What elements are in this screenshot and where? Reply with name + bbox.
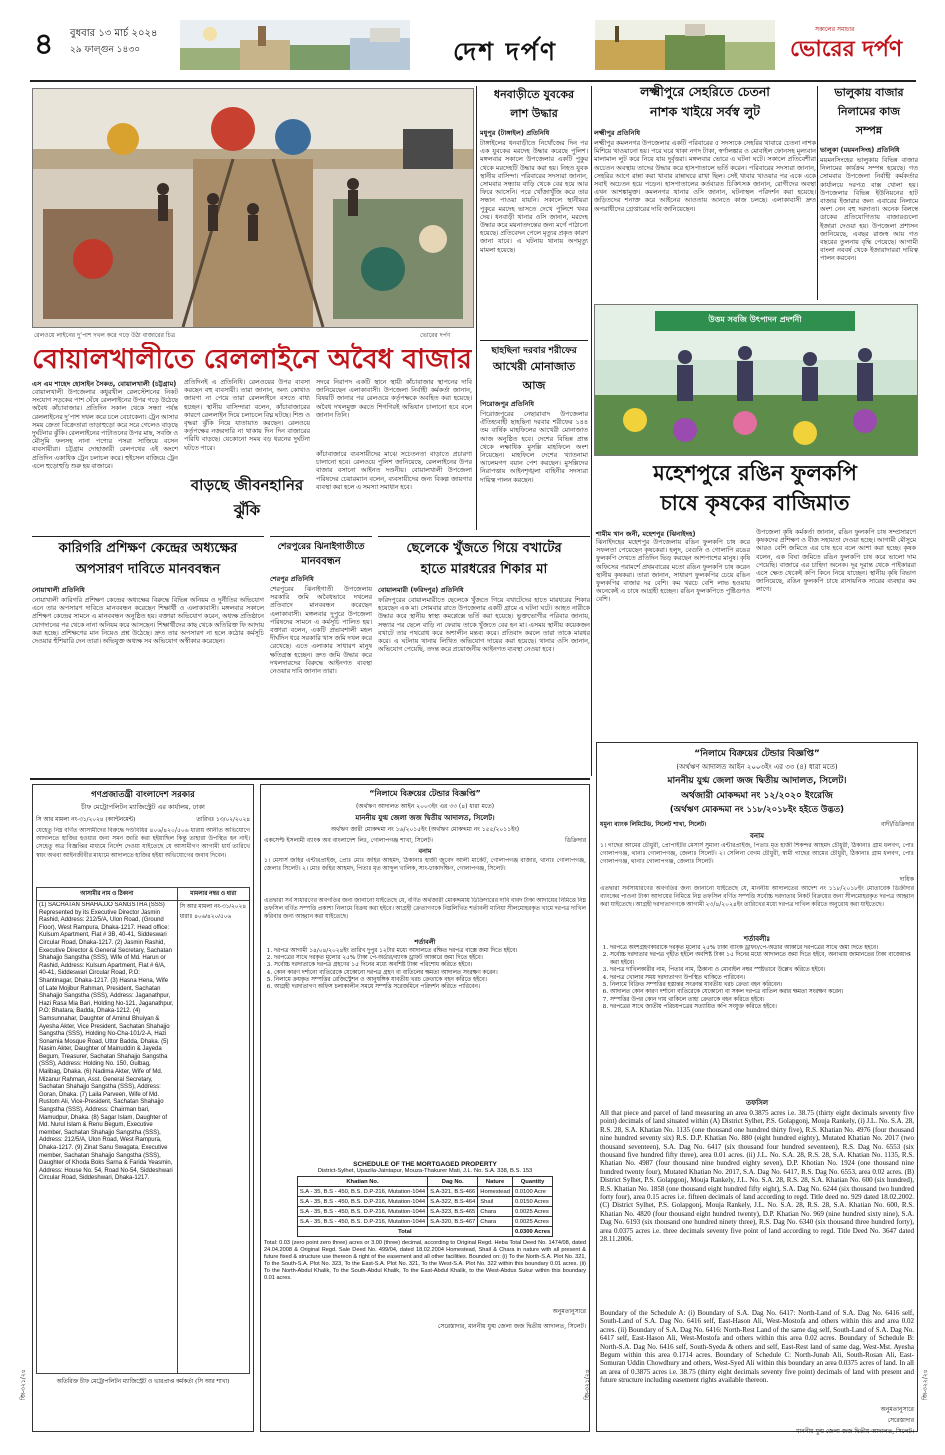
list-item: 1. দরপত্র আগামী ১৪/০৪/২০২৪ইং তারিখ দুপুর ১২টার মধ্যে আদালতে রক্ষিত দরপত্র বাক্সে জমা দিতে হইবে। — [274, 948, 586, 955]
paper-tagline: সকালের সমাচার — [815, 26, 855, 33]
accused-list — [37, 901, 178, 1374]
notice-right-side-code: জি-৩২২/২৪ — [922, 1369, 929, 1400]
column-header: Dag No. — [428, 1177, 478, 1187]
notice-left-subtitle: চীফ মেট্রোপলিটন ম্যাজিস্ট্রেট এর কার্যালয়, ঢাকা — [81, 803, 205, 811]
notice-left-accused-table — [36, 887, 250, 1374]
paper-name: ভোরের দর্পণ — [790, 37, 903, 62]
column-header: Khatian No. — [297, 1177, 427, 1187]
notice-mid-schedule-sub: District-Sylhet, Upazila-Jaintapur, Mouza-Thakurer Mati, J.L. No. S.A. 338, B.S. 153 — [317, 1168, 533, 1175]
bhaluka-headline-2: নিলামের কাজ — [837, 105, 901, 118]
notice-right-versus: বনাম — [750, 832, 764, 840]
notice-right-conditions-title: শর্তাবলীঃ — [743, 935, 771, 943]
notice-left-title: গণপ্রজাতন্ত্রী বাংলাদেশ সরকার — [91, 790, 195, 800]
notice-mid-case-no: অর্থঋণ জারী মোকদ্দমা নং ১৬/২০১৫ইং (অর্থঋণ মোকদ্দমা নং ১৫৫/২০১১ইং) — [330, 826, 520, 833]
lakshmipur-body: লক্ষ্মীপুর কমলনগর উপজেলার একটি পরিবারের ৫ সদস্যকে সেহরির খাবারে চেতনা নাশক মিশিয়ে খাওয়ানো হয়। পরে ঘরে থাকা নগদ টাকা, স্বর্ণালঙ্কার ও মোবাইল ফোনসহ মূল্যবান মালামাল লুট করে নিয়ে যায় দুর্বৃত্তরা। মঙ্গলবার ভোরে এ ঘটনা ঘটে। সকালে প্রতিবেশীরা অচেতন অবস্থায় তাদের উদ্ধার করে হাসপাতালে ভর্তি করেন। পরিবারের সদস্যরা জানান, সেহরির আগে রান্না করা খাবার রান্নাঘরে রাখা ছিল। সেই খাবার খাওয়ার পর একে একে সবাই অচেতন হয়ে পড়েন। হাসপাতালের কর্তব্যরত চিকিৎসক জানান, রোগীদের অবস্থা এখন আশঙ্কামুক্ত। কমলনগর থানার ওসি জানান, ঘটনাস্থল পরিদর্শন করা হয়েছে। জড়িতদের শনাক্ত করে আইনের আওতায় আনতে কাজ চলছে। এলাকাবাসী দ্রুত অপরাধীদের গ্রেপ্তারের দাবি জানিয়েছেন। — [594, 139, 816, 213]
notice-mid-conditions-title: শর্তাবলী — [414, 938, 436, 946]
date-line-2: ২৯ ফাল্গুন ১৪৩০ — [70, 45, 141, 55]
table-cell: S.A-321, B.S-466 — [428, 1187, 478, 1197]
notice-left-side-code: জি-৩২১/২৪ — [20, 1369, 27, 1400]
column-header: আসামীর নাম ও ঠিকানা — [37, 888, 178, 901]
page-number: ৪ — [34, 27, 54, 62]
cauliflower-byline: শামীম খান জনী, মহেশপুর (ঝিনাইদহ) — [596, 530, 696, 538]
date-line-1: বুধবার ১৩ মার্চ ২০২৪ — [70, 28, 158, 39]
notice-mid-law: (অর্থঋণ আদালত আইন ২০০৩ইং এর ৩৩ (৪) ধারা মতে) — [355, 803, 495, 810]
masthead-left-photos — [180, 20, 410, 70]
prayer-byline: পিরোজপুর প্রতিনিধি — [480, 400, 535, 408]
masthead-right-photos — [595, 20, 775, 70]
table-cell: S.A - 35, B.S - 450, B.S. D.P-216, Mutation-1044 — [297, 1217, 427, 1227]
table-cell: Homestead — [478, 1187, 513, 1197]
notice-right-signoff-2: সেরেস্তাদার — [887, 1417, 914, 1424]
table-cell: S.A - 35, B.S - 450, B.S. D.P-216, Mutation-1044 — [297, 1197, 427, 1207]
notice-mid-court: মাননীয় যুগ্ম জেলা জজ দ্বিতীয় আদালত, সিলেট। — [355, 814, 495, 822]
notice-right-parties — [600, 819, 914, 830]
list-item: 1. দরপত্রে অংশগ্রহণকারীকে দরকৃত মূল্যের ২৫% টাকা ব্যাংক ড্রাফট/পে-অর্ডার আকারে দরপত্রের সাথে জমা দিতে হইবে। — [610, 945, 914, 952]
notice-right — [596, 742, 918, 1435]
table-cell: S.A - 35, B.S - 450, B.S. D.P-216, Mutation-1044 — [297, 1187, 427, 1197]
lakshmipur-headline-2: নাশক খাইয়ে সর্বস্ব লুট — [650, 104, 760, 119]
notice-right-schedule-title: তফসিল — [745, 1099, 769, 1107]
notice-mid-debtors: ১। মেসার্স জহির এন্টারপ্রাইজ, প্রোঃ মোঃ জহির আহমদ, ঠিকানাঃ হাজী জুবেদ আলী মার্কেট, গোলাপগঞ্জ বাজার, থানাঃ গোলাপগঞ্জ, জেলাঃ সিলেট। ২। মোঃ জহির আহমদ, পিতাঃ মৃত আব্দুল খালিক, সাং-ঢাকাদক্ষিণ, গোলাপগঞ্জ, সিলেট। — [264, 857, 586, 873]
prayer-headline-2: আখেরী মোনাজাত আজ — [492, 360, 576, 392]
notice-mid-schedule-note: Total: 0.03 (zero point zero three) acres or 3.00 (three) decimal, according to Original Regd. Heba Total Deed No. 1474/08, dated 24.04.2008 & Original Regd. Sale Deed No. 499/04, dated 18.02.2004 Homestead, Shail & Chara in nature with all present & future fixed & structure use thereon & right of the easement and all other facilities. Bounded on: (i) To the North-S.A. Plot No. 321, To the South-S.A. Plot No. 323, To the East-S.A. Plot No. 321, To the West-S.A. Plot No. 322 within this boundary 0.01 acres. (ii) To the North-Abdul Khalik, To the South-Abdul Khalik, To the East-Abdul Khalik, to the West-Abdus Sukur within this boundary 0.01 acres. — [264, 1240, 586, 1282]
list-item: 6. আদালত কোন কারণ দর্শানো ব্যতিরেকে যেকোনো বা সকল দরপত্র বাতিল করার ক্ষমতা সংরক্ষণ করেন। — [610, 989, 914, 996]
table-row — [37, 901, 250, 1374]
case-cell: সি আর মামলা নং-৩১/২০২৪ ধারাঃ ৪০৬/৪২০/৫০৬ — [177, 901, 249, 1374]
table-cell: 0.0100 Acre — [512, 1187, 552, 1197]
mother-byline: বোয়ালমারী (ফরিদপুর) প্রতিনিধি — [378, 586, 464, 594]
notice-left-intro: যেহেতু নিম্ন বর্ণিত আসামীদের বিরুদ্ধে দণ্ডবিধির ৪০৬/৪২০/৫০৬ ধারায় আনীত অভিযোগে আদালতে হাজির হওয়ার জন্য সমন জারি করা হইয়াছিল কিন্তু তাহারা উপস্থিত হন নাই। সেহেতু অত্র বিজ্ঞপ্তির মাধ্যমে নির্দেশ দেওয়া যাইতেছে যে আসামীগণ আগামী ধার্য তারিখে স্বয়ং অথবা আইনজীবীর মাধ্যমে আদালতে হাজির হইয়া অভিযোগের জবাব দিবেন। — [36, 827, 250, 859]
bhaluka-byline: ভালুকা (ময়মনসিংহ) প্রতিনিধি — [820, 146, 900, 154]
notice-right-conditions — [600, 945, 914, 1095]
notice-right-body: এতদ্বারা সর্বসাধারণের অবগতির জন্য জানানো যাইতেছে যে, মাননীয় আদালতের আদেশ নং ১১৮/২০১৮ইং মোতাবেক ডিক্রীদার ব্যাংকের পাওনা টাকা আদায়ের নিমিত্তে নিম্ন তফসিল বর্ণিত সম্পত্তি সর্বোচ্চ দরদাতার নিকট বিক্রয়ের জন্য সীলমোহরকৃত দরপত্র আহ্বান করা যাইতেছে। আগ্রহী দরদাতাগণকে আগামী ২৩/৪/২০২৪ইং তারিখের মধ্যে দরপত্র দাখিল করিতে অনুরোধ করা যাইতেছে। — [600, 885, 914, 909]
cauliflower-col-2: উপজেলা কৃষি কর্মকর্তা জানান, রঙিন ফুলকপি চাষ সম্প্রসারণে কৃষকদের প্রশিক্ষণ ও বীজ সহায়তা দেওয়া হচ্ছে। আগামী মৌসুমে আরও বেশি জমিতে এর চাষ হবে বলে আশা করা হচ্ছে। কৃষক বলেন, এক বিঘা জমিতে রঙিন ফুলকপি চাষ করে ভালো দাম পেয়েছি। বাজারে এর চাহিদা অনেক। দূর দূরান্ত থেকে পাইকাররা এসে ক্ষেত থেকেই কপি কিনে নিয়ে যাচ্ছেন। স্থানীয় কৃষি বিভাগ জানিয়েছে, রঙিন ফুলকপি চাষে রাসায়নিক সারের ব্যবহার কম লাগে। — [756, 528, 916, 594]
table-cell: S.A-323, B.S-465 — [428, 1207, 478, 1217]
total-value: 0.0300 Acres — [512, 1227, 552, 1237]
notice-right-debtors-tag: দায়িক — [899, 876, 914, 883]
notice-left-refs — [36, 815, 250, 825]
sherpur-headline-1: শেরপুরের ঝিনাইগাতীতে — [277, 542, 365, 552]
list-item: 6. আগ্রহী দরদাতাগণ অফিস চলাকালীন সময়ে সম্পত্তি সরেজমিনে পরিদর্শন করিতে পারিবেন। — [274, 984, 586, 991]
notice-right-plaintiff-tag: বাদী/ডিক্রিদার — [880, 821, 914, 828]
table-row — [297, 1197, 552, 1207]
lead-col-1: বোয়ালখালী উপজেলার কধুরখীল রেলস্টেশনের নিকট সংযোগ সড়কের পাশ ঘেঁষে রেললাইনের উপর গড়ে উঠেছে অবৈধ কাঁচাবাজার। প্রতিদিন সকাল থেকে সন্ধ্যা পর্যন্ত রেললাইনের দু’পাশ দখল করে চলে বেচাকেনা। ট্রেন আসার সময় ক্রেতা বিক্রেতারা তাড়াহুড়ো করে সরে গেলেও বাড়ছে দুর্ঘটনার ঝুঁকি। রেললাইনের পাটাতনের উপর মাছ, সবজি ও মৌসুমি ফলসহ নানা পণ্যের পসরা সাজিয়ে বসেন ব্যবসায়ীরা। চট্টগ্রাম দোহাজারী রেলপথের এই অংশে প্রতিদিন একাধিক ট্রেন চলাচল করে। হুইসেল বাজিয়ে ট্রেন এলে হুড়োহুড়ি শুরু হয় বাজারে। — [32, 388, 178, 470]
notice-mid-plaintiff-tag: ডিক্রিদার — [564, 837, 586, 844]
prayer-headline-1: ছাহছিনা দরবার শরীফের — [491, 346, 577, 356]
lead-col-2: প্রতিদিনই এ প্রতিনিধি। রেলওয়ের উপর ব্যবসা করছেন বহু ব্যবসায়ী। তারা জানান, অন্য কোথাও জায়গা না পেয়ে তারা রেললাইনে বসতে বাধ্য হচ্ছেন। স্থানীয় বাসিন্দারা বলেন, কাঁচাবাজারের কারণে রেললাইন দিয়ে চলাচলে বিঘ্ন ঘটছে। শিশু ও বৃদ্ধরা ঝুঁকি নিয়ে যাতায়াত করছেন। রেলওয়ে কর্তৃপক্ষের নজরদারি না থাকায় দিন দিন বাজারের পরিধি বাড়ছে। যেকোনো সময় বড় ধরনের দুর্ঘটনা ঘটতে পারে। — [184, 378, 310, 452]
table-cell: 0.0025 Acres — [512, 1207, 552, 1217]
lead-subhead-1: বাড়ছে জীবনহানির — [190, 476, 304, 494]
vocational-body: নোয়াখালী কারিগরি প্রশিক্ষণ কেন্দ্রের অধ্যক্ষের বিরুদ্ধে বিভিন্ন অনিয়ম ও দুর্নীতির অভিযোগ এনে তার অপসারণ দাবিতে মানববন্ধন করেছেন শিক্ষার্থী ও এলাকাবাসী। মঙ্গলবার সকালে প্রশিক্ষণ কেন্দ্রের সামনে এ মানববন্ধন অনুষ্ঠিত হয়। বক্তারা অভিযোগ করেন, অধ্যক্ষ প্রতিষ্ঠানে যোগদানের পর থেকে নানা অনিয়ম করে আসছেন। শিক্ষার্থীদের কাছ থেকে অতিরিক্ত ফি আদায় করা হচ্ছে। প্রশিক্ষণের মান নিয়েও প্রশ্ন উঠেছে। দ্রুত তার অপসারণ না হলে কঠোর কর্মসূচি দেওয়ার হুঁশিয়ারি দেন তারা। অভিযুক্ত অধ্যক্ষ সব অভিযোগ অস্বীকার করেছেন। — [32, 596, 264, 646]
list-item: 2. দরপত্রের সাথে দরকৃত মূল্যের ২৫% টাকা পে-অর্ডার/ব্যাংক ড্রাফট আকারে জমা দিতে হইবে। — [274, 955, 586, 962]
dhanbari-headline-2: লাশ উদ্ধার — [510, 107, 558, 120]
notice-right-court: মাননীয় যুগ্ম জেলা জজ দ্বিতীয় আদালত, সিলেট। — [667, 776, 847, 786]
schedule-table — [297, 1176, 553, 1237]
dhanbari-story — [480, 86, 588, 334]
column-header: Nature — [478, 1177, 513, 1187]
masthead — [30, 18, 916, 82]
notice-right-signoff: অনুমতানুসারে — [880, 1406, 914, 1413]
section-divider — [30, 778, 590, 780]
mother-story — [378, 536, 590, 777]
lakshmipur-headline-1: লক্ষ্মীপুরে সেহরিতে চেতনা — [640, 84, 770, 99]
table-cell: S.A - 35, B.S - 450, B.S. D.P-216, Mutation-1044 — [297, 1207, 427, 1217]
cauliflower-col-1: ঝিনাইদহের মহেশপুর উপজেলায় রঙিন ফুলকপি চাষ করে সফলতা পেয়েছেন কৃষকেরা। হলুদ, বেগুনি ও গোলাপি রঙের ফুলকপি দেখতে প্রতিদিন ভিড় করছেন আশপাশের মানুষ। কৃষি অফিসের পরামর্শে প্রথমবারের মতো রঙিন ফুলকপি চাষ করেন স্থানীয় কৃষকরা। তারা জানান, সাধারণ ফুলকপির চেয়ে রঙিন ফুলকপির বাজার দর বেশি। কম খরচে বেশি লাভ হওয়ায় অনেকেই এ চাষে আগ্রহী হচ্ছেন। রঙিন ফুলকপিতে পুষ্টিগুণও বেশি। — [596, 538, 750, 604]
dhanbari-byline: মধুপুর (টাঙ্গাইল) প্রতিনিধি — [480, 129, 550, 137]
lead-subhead-box — [184, 474, 310, 528]
table-cell: 0.0025 Acres — [512, 1217, 552, 1227]
table-row — [297, 1177, 552, 1187]
bhaluka-headline-1: ভালুকায় বাজার — [834, 86, 904, 99]
dhanbari-body: টাঙ্গাইলের ধনবাড়ীতে নিখোঁজের দিন পর এক যুবকের মরদেহ উদ্ধার করেছে পুলিশ। মঙ্গলবার সকালে উপজেলার একটি পুকুর থেকে মরদেহটি উদ্ধার করা হয়। নিহত যুবক স্থানীয় বাসিন্দা। পরিবারের সদস্যরা জানান, সোমবার সন্ধ্যায় বাড়ি থেকে বের হয়ে আর ফিরে আসেনি। পরে খোঁজাখুঁজি করে তার সন্ধান পাওয়া যায়নি। সকালে স্থানীয়রা পুকুরে মরদেহ ভাসতে দেখে পুলিশে খবর দেয়। ধনবাড়ী থানার ওসি জানান, মরদেহ উদ্ধার করে ময়নাতদন্তের জন্য মর্গে পাঠানো হয়েছে। প্রতিবেদন পেলে মৃত্যুর প্রকৃত কারণ জানা যাবে। এ ঘটনায় থানায় অপমৃত্যু মামলা হয়েছে। — [480, 139, 588, 254]
table-row — [297, 1207, 552, 1217]
notice-left — [32, 784, 254, 1432]
sherpur-story — [270, 536, 372, 777]
list-item: 8. দরপত্রের সাথে জাতীয় পরিচয়পত্রের সত্যায়িত কপি সংযুক্ত করিতে হইবে। — [610, 1004, 914, 1011]
lead-col-4: কাঁচাবাজারে ব্যবসায়ীদের মাঝে সচেতনতা বাড়াতে প্রচারণা চালানো হবে। রেলওয়ে পুলিশ জানিয়েছে, রেললাইনের উপর বাজার বসানো আইনত দণ্ডনীয়। বোয়ালখালী উপজেলা পরিষদের চেয়ারম্যান বলেন, ব্যবসায়ীদের জন্য বিকল্প জায়গার ব্যবস্থা করা হলে এ সমস্যা সমাধান হবে। — [316, 450, 472, 491]
bhaluka-headline-3: সম্পন্ন — [855, 124, 883, 137]
market-photo — [32, 88, 474, 328]
section-title: দেশ দর্পণ — [453, 37, 557, 66]
notice-mid-footer: সেরেস্তাদার, মাননীয় যুগ্ম জেলা জজ দ্বিতীয় আদালত, সিলেট। — [437, 1323, 586, 1331]
lead-byline: এস এম শাহেদ হোসাইন সৈকত, বোয়ালখালী (চট্টগ্রাম) — [32, 380, 177, 388]
vocational-story — [32, 536, 264, 777]
table-row — [297, 1217, 552, 1227]
table-row — [297, 1187, 552, 1197]
table-cell: S.A-320, B.S-467 — [428, 1217, 478, 1227]
list-item: 4. দরপত্র খোলার সময় দরদাতাগণ উপস্থিত থাকিতে পারিবেন। — [610, 975, 914, 982]
lead-headline: বোয়ালখালীতে রেললাইনে অবৈধ বাজার — [32, 344, 472, 375]
table-cell: Shail — [478, 1197, 513, 1207]
notice-mid-conditions — [264, 948, 586, 991]
notice-left-case-ref: সি আর মামলা নং-৩১/২০২৪ (ক্যান্টনমেন্ট) — [36, 817, 136, 823]
list-item: 7. সম্পত্তির উপর কোন দায় থাকিলে তাহা ক্রেতাকে বহন করিতে হইবে। — [610, 997, 914, 1004]
notice-right-schedule-en: All that piece and parcel of land measuring an area 0.3875 acres i.e. 38.75 (thirty eight decimals seventy five point) decimals of land situated within (A) District Sylhet, P.S. Golapgonj, Mouja Rankely, (i) J.L. No. S.A. 28, R.S. 28, S.A. Khatian No. 1135 (one thousand one hundred thirty five), R.S. Khatian No. 4976 (four thousand nine hundred seventy six) R.S. D.P. Khatian No. 880 (eight hundred eighty), Mutated Khatian No. 2017 (two thousand seventeen), S.A. Dag No. 6417 (six thousand four hundred seventeen), R.S. Dag No. 6553 (six thousand five hundred fifty three), area 0.01 acres. (ii) J.L. No. S.A. 28, R.S. 28, S.A. Khatian No. 1135, R.S. Khatian No. 4987 (four thousand nine hundred eighty seven), D.P. Khotian No. 1924 (one thousand nine hundred twenty four), Mutated Khatian No. 2017, S.A. Dag No. 6417, R.S. Dag No. 6553, area 0.02 acres. (B) District Sylhet, P.S. Golapgonj, Mouja Rankely, J.L. No. S.A. 28, R.S. 28, S.A. Khatian No. 600 (six hundred), R.S. Khatian No. 1858 (one thousand eight hundred fifty eight), S.A. Dag No. 6244 (six thousand two hundred forty four), area 0.15 acres i.e. fifteen decimals of land according to regd. Title deed no. 929 dated 18.02.2002. (C) District Sylhet, P.S. Golapgonj, Mouja Rankely, J.L. No. S.A. 28, R.S. 28, S.A. Khatian No. 600, R.S. Khatian No. 4820 (four thousand eight hundred twenty), D.P. Khatian No. 969 (nine hundred sixty nine), S.A. Dag No. 6193 (six thousand one hundred ninety three), R.S. Dag No. 6340 (six thousand three hundred forty), area 0.0375 acres i.e. three decimals seventy five point of land according to regd. Title Deed No. 3647 dated 28.11.2006. — [600, 1109, 914, 1244]
lakshmipur-byline: লক্ষ্মীপুর প্রতিনিধি — [594, 129, 641, 137]
notice-mid-versus: বনাম — [418, 847, 432, 855]
table-row — [297, 1227, 552, 1237]
notice-mid-schedule-title: SCHEDULE OF THE MORTGAGED PROPERTY — [353, 1161, 497, 1169]
table-cell: Chara — [478, 1217, 513, 1227]
list-item: 3. দরপত্র দাখিলকারীর নাম, পিতার নাম, ঠিকানা ও মোবাইল নম্বর স্পষ্টভাবে উল্লেখ করিতে হইবে। — [610, 967, 914, 974]
mother-body: ফরিদপুরের বোয়ালমারীতে ছেলেকে খুঁজতে গিয়ে বখাটেদের হাতে মারধরের শিকার হয়েছেন এক মা। সোমবার রাতে উপজেলার একটি গ্রামে এ ঘটনা ঘটে। আহত নারীকে উদ্ধার করে স্থানীয় স্বাস্থ্য কমপ্লেক্সে ভর্তি করা হয়েছে। ভুক্তভোগীর পরিবার জানায়, সন্ধ্যার পর ছেলে বাড়ি না ফেরায় তাকে খুঁজতে বের হন মা। এসময় স্থানীয় কয়েকজন বখাটে তার পথরোধ করে অশালীন মন্তব্য করে। প্রতিবাদ করলে তারা তাকে মারধর করে। এ ঘটনায় থানায় লিখিত অভিযোগ দায়ের করা হয়েছে। থানার ওসি জানান, অভিযোগ পেয়েছি, তদন্ত করে প্রয়োজনীয় আইনগত ব্যবস্থা নেওয়া হবে। — [378, 596, 590, 654]
sherpur-headline-2: মানববন্ধন — [301, 556, 341, 567]
cauliflower-headline-2: চাষে কৃষকের বাজিমাত — [660, 491, 850, 515]
table-cell: 0.0150 Acres — [512, 1197, 552, 1207]
lead-subhead-2: ঝুঁকি — [233, 501, 261, 519]
vocational-headline-1: কারিগরি প্রশিক্ষণ কেন্দ্রের অধ্যক্ষের — [58, 541, 238, 556]
mother-headline-2: হাতে মারধরের শিকার মা — [420, 562, 548, 577]
notice-mid — [260, 784, 590, 1432]
vocational-byline: নোয়াখালী প্রতিনিধি — [32, 586, 85, 594]
notice-right-law: (অর্থঋণ আদালত আইন ২০০৩ইং এর ৩৩ (৪) ধারা মতে) — [676, 763, 838, 771]
list-item: 3. সর্বোচ্চ দরদাতাকে দরপত্র গ্রহণের ১৫ দিনের মধ্যে অবশিষ্ট টাকা পরিশোধ করিতে হইবে। — [274, 962, 586, 969]
prayer-story — [480, 340, 588, 503]
notice-mid-body: এতদ্বারা সর্ব সাধারণের অবগতির জন্য জানানো যাইতেছে যে, বর্ণিত অর্থজারী মোকদ্দমায় ডিক্রিদারের দাবি বাবদ টাকা আদায়ের নিমিত্তে নিম্ন তফসিল বর্ণিত সম্পত্তি প্রকাশ্য নিলামে বিক্রয় করা হইবে। আগ্রহী ক্রেতাগণকে নিম্নলিখিত শর্তাবলী মানিয়া সীলমোহরকৃত খামে দরপত্র দাখিল করিবার জন্য আহ্বান করা যাইতেছে। — [264, 897, 586, 921]
bhaluka-body: ময়মনসিংহের ভালুকায় বিভিন্ন বাজার নিলামের কার্যক্রম সম্পন্ন হয়েছে। গত সোমবার উপজেলা নির্বাহী কর্মকর্তার কার্যালয়ে দরপত্র বাক্স খোলা হয়। উপজেলার বিভিন্ন ইউনিয়নের হাট বাজার ইজারার জন্য এবারের নিলামে অংশ নেন বহু দরদাতা। অনেক বিলম্বে ডাকের প্রতিযোগিতায় বাজারগুলো ইজারা দেওয়া হয়। উপজেলা প্রশাসন জানিয়েছে, এবছর রাজস্ব আয় গত বছরের তুলনায় বৃদ্ধি পেয়েছে। আগামী বাংলা নববর্ষ থেকে ইজারাদাররা দায়িত্ব পালন করবেন। — [820, 156, 918, 263]
list-item: 5. নিলামে বিক্রিত সম্পত্তির হস্তান্তর সংক্রান্ত যাবতীয় খরচ ক্রেতা বহন করিবেন। — [610, 982, 914, 989]
notice-mid-signoff: অনুমতানুসারে — [552, 1308, 586, 1316]
column-rule — [817, 86, 818, 300]
notice-left-date: তারিখঃ ১৩/০২/২০২৪ — [196, 817, 250, 823]
column-header: মামলার নম্বর ও ধারা — [177, 888, 249, 901]
cauliflower-photo — [594, 304, 918, 456]
lakshmipur-story — [594, 84, 816, 300]
photo-credit: ভোরের দর্পণ — [420, 332, 451, 339]
notice-mid-plaintiff: একসেপ্ট ইসলামী ব্যাংক অব বাংলাদেশ লিঃ, গোলাপগঞ্জ শাখা, সিলেট। — [264, 837, 433, 844]
notice-mid-parties — [264, 835, 586, 846]
lead-col-3: সদরে নিরাপদ একটি স্থানে স্থায়ী কাঁচাবাজার স্থাপনের দাবি জানিয়েছেন এলাকাবাসী। উপজেলা নির্বাহী কর্মকর্তা জানান, বিষয়টি জানার পর রেলওয়ে কর্তৃপক্ষকে অবহিত করা হয়েছে। অবৈধ দখলমুক্ত করতে শিগগিরই অভিযান চালানো হবে বলে জানান তিনি। — [316, 378, 472, 419]
cauliflower-headline-1: মহেশপুরে রঙিন ফুলকপি — [653, 461, 857, 485]
vocational-headline-2: অপসারণ দাবিতে মানববন্ধন — [75, 562, 221, 577]
mother-headline-1: ছেলেকে খুঁজতে গিয়ে বখাটের — [406, 541, 562, 556]
table-cell: S.A-322, B.S-464 — [428, 1197, 478, 1207]
notice-left-footer: অতিরিক্ত চীফ মেট্রোপলিটন ম্যাজিস্ট্রেট ও ভারপ্রাপ্ত কর্মকর্তা (সি আর শাখা) — [56, 1379, 230, 1385]
dhanbari-headline-1: ধনবাড়ীতে যুবকের — [493, 88, 575, 101]
list-item: 5. নিলামে ক্রয়কৃত সম্পত্তির রেজিস্ট্রেশন ও আনুষঙ্গিক যাবতীয় খরচ ক্রেতাকে বহন করিতে হইবে। — [274, 977, 586, 984]
notice-mid-title: “নিলামে বিক্রয়ের টেন্ডার বিজ্ঞপ্তি” — [369, 789, 481, 798]
notice-right-boundary: Boundary of the Schedule A: (i) Boundary of S.A. Dag No. 6417: North-Land of S.A. Dag No. 6416 self, South-Land of S.A. Dag No. 6416 self, East-Hason Ali, West-Mostofa and others within this and area 0.02 acres. (ii) Boundary of S.A. Dag No. 6416: North-Rest Land of the same dag self, South-Land of S.A. Dag No. 6417 self, East-Hason Ali, West-Mostofa and others within this area 0.02 acres. Boundary of Schedule B: North-S.A. Dag No. 6416 self, South-Syeda & others and self, East-Rest land of same dag, West-Mst. Ayesha Begum within this area 0.1714 acres. Boundary of Schedule C: North-Junab Ali, South-Rosan Ali, East-Somuran Uddin Chowdhury and others, West-Syed Ali within this boundary an area 0.0375 acres of land. In all an area of 0.3875 acres i.e. 38.75 (thirty eight decimals seventy five point) decimals of land with present and future structure including easement rights available thereon. — [600, 1309, 914, 1385]
column-rule — [476, 86, 477, 530]
notice-mid-side-code: জি-৩২১/২৪ — [584, 1369, 591, 1400]
list-item: 2. সর্বোচ্চ দরদাতার দরপত্র গৃহীত হইলে অবশিষ্ট টাকা ১৫ দিনের মধ্যে আদালতে জমা দিতে হইবে, অন্যথায় জামানতের টাকা বাজেয়াপ্ত করা হইবে। — [610, 952, 914, 967]
column-header: Quantity — [512, 1177, 552, 1187]
notice-right-plaintiff: যমুনা ব্যাংক লিমিটেড, সিলেট শাখা, সিলেট। — [600, 821, 707, 828]
table-cell: Chara — [478, 1207, 513, 1217]
notice-right-case-no: অর্থজারী মোকদ্দমা নং ১২/২০২০ ইংরেজি — [681, 791, 833, 801]
sherpur-body: শেরপুরের ঝিনাইগাতী উপজেলায় সরকারি জমি অবৈধভাবে দখলের প্রতিবাদে মানববন্ধন করেছেন এলাকাবাসী। মঙ্গলবার দুপুরে উপজেলা পরিষদের সামনে এ কর্মসূচি পালিত হয়। বক্তারা বলেন, একটি প্রভাবশালী মহল দীর্ঘদিন ধরে সরকারি খাস জমি দখল করে রেখেছে। এতে এলাকার সাধারণ মানুষ ক্ষতিগ্রস্ত হচ্ছেন। দ্রুত জমি উদ্ধার করে দখলদারদের বিরুদ্ধে আইনগত ব্যবস্থা নেওয়ার দাবি জানান তারা। — [270, 585, 372, 676]
list-item: 4. কোন কারণ দর্শানো ব্যতিরেকে যেকোনো দরপত্র গ্রহণ বা বাতিলের ক্ষমতা আদালত সংরক্ষণ করেন। — [274, 970, 586, 977]
prayer-body: পিরোজপুরের নেছারাবাদ উপজেলার ঐতিহ্যবাহী ছাহছিনা দরবার শরীফের ১৪৪ তম বার্ষিক মাহফিলের আখেরী মোনাজাত আজ অনুষ্ঠিত হবে। দেশের বিভিন্ন প্রান্ত থেকে লক্ষাধিক মুসল্লি মাহফিলে অংশ নিয়েছেন। মাহফিলে দেশের খ্যাতনামা আলেমগণ বয়ান পেশ করছেন। মুসল্লিদের নিরাপত্তায় আইনশৃঙ্খলা বাহিনীর সদস্যরা দায়িত্ব পালন করছেন। — [480, 410, 588, 484]
sherpur-byline: শেরপুর প্রতিনিধি — [270, 575, 314, 583]
notice-right-footer: মাননীয় যুগ্ম জেলা জজ দ্বিতীয় আদালত, সিলেট। — [796, 1428, 914, 1435]
cauliflower-headline-box — [594, 458, 916, 522]
total-label: Total — [297, 1227, 512, 1237]
notice-right-debtors: ১। গাছের আমের চৌধুরী, প্রোপাইটর মেসার্স সুমানা এন্টারপ্রাইজ, পিতাঃ মৃত হাজী শিকন্দর আহমদ চৌধুরী, ঠিকানাঃ গ্রাম ধলবগ, পোঃ গোলাপগঞ্জ, থানাঃ গোলাপগঞ্জ, জেলাঃ সিলেট। ২। সেলিনা বেগম চৌধুরী, স্বামী গাছের আমের চৌধুরী, ঠিকানাঃ গ্রাম ধলবগ, পোঃ গোলাপগঞ্জ, থানাঃ গোলাপগঞ্জ, জেলাঃ সিলেট। — [600, 842, 914, 866]
column-rule — [591, 86, 592, 776]
notice-right-case-no-2: (অর্থঋণ মোকদ্দমা নং ১১৮/২০১৮ইং হইতে উদ্ভত) — [669, 805, 845, 815]
photo-caption: রেলওয়ে লাইনের দু’পাশ দখল করে গড়ে উঠা বাজারের চিত্র — [34, 332, 176, 339]
bhaluka-story — [820, 84, 918, 300]
cauliflower-banner: উত্তম সবজি উৎপাদন প্রদর্শনী — [708, 315, 802, 324]
notice-right-title: “নিলামে বিক্রয়ের টেন্ডার বিজ্ঞপ্তি” — [694, 749, 820, 759]
table-row — [37, 888, 250, 901]
accused-list-text: (1) SACHATAN SHAHAJJO SANGSTHA (SSS) Represented by its Executive Director Jasmin Rashid, Address: 212/5/A, Ulon Road, (Ground Floor), West Rampura, Dhaka-1217. Head office: Kulsum Apartment, Flat # 3B, 40-41, Siddeswari Circular Road, Dhaka-1217. (2) Jasmin Rashid, Executive Director & General Secretary, Sachatan Shahajjo Sangstha (SSS), Wife of Md. Harun or Rashid, Address: Kulsum Apartment, Flat # 6/A, 40-41, Siddeswari Circular Road, P.O: Shantinagar, Dhaka-1217. (3) Hasna Hena, Wife of Late Mojibur Rahman, President, Sachatan Shahajjo Sangstha (SSS), Address: Jaganathpur, Hazi Rasa Mia Bari, Holding No-121, Jaganathpur, P.O: Bhatara, Badda, Dhaka-1212. (4) Samsunnahar, Daughter of Aminul Bhuiyan & Ayesha Akter, Vice President, Sachatan Shahajjo Sangstha (SSS), Holding No-Cha-101/2-A, Hazi Sonamia Mosque Road, Uttor Badda, Dhaka. (5) Nasim Akter, Daughter of Mainuddin & Jayeda Begum, Treasurer, Sachatan Shahajjo Sangstha (SSS), Address: Holding No. 150, Gulbag, Malibag, Dhaka. (6) Nadima Akter, Wife of Md. Mizanur Rahman, Asst. General Secretary, Sachatan Shahajjo Sangstha (SSS), Address: Goran, Dhaka. (7) Laila Parveen, Wife of Md. Rustom Ali, Vice-President, Sachatan Shahajjo Sangstha (SSS), Address: Chairman bari, Mamudpur, Dhaka. (8) Sagar Islam, Daughter of Md. Nurul Islam & Renu Begum, Executive member, Sachatan Shahajjo Sangstha (SSS), Address: 212/5/A, Ulon Road, West Rampura, Dhaka-1217. (9) Zinat Sanu Swagata, Executive member, Sachatan Shahajjo Sangstha (SSS), Daughter of Khoda Boks Sarna & Farida Yeasmin, Address: House No. 54, Road No-54, Siddeshwari Circular Road, Siddeshwari, Dhaka-1217. — [39, 902, 174, 1182]
